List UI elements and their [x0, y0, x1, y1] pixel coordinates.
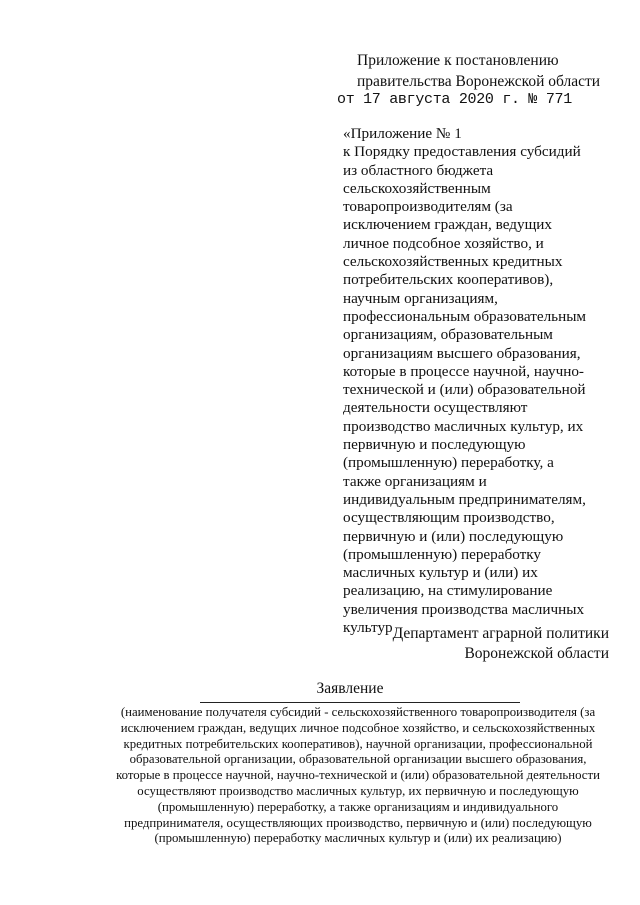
applicant-name-blank-line [200, 702, 520, 703]
caption-line: образовательной организации, образовательной организации высшего образования, [129, 752, 587, 767]
appendix-line: профессиональным образовательным [343, 307, 587, 325]
appendix-line: товаропроизводителям (за [343, 198, 513, 216]
appendix-line: первичную и (или) последующую [343, 527, 564, 545]
department-line: Департамент аграрной политики [392, 625, 609, 642]
caption-line: предпринимателя, осуществляющих производство, первичную и (или) последующую [124, 815, 592, 830]
caption-line: (промышленную) переработку, а также организациям и индивидуального [157, 799, 559, 814]
appendix-line: культур [343, 619, 393, 637]
appendix-line: (промышленную) переработку, а [343, 454, 554, 472]
appendix-line: «Приложение № 1 [343, 125, 462, 142]
appendix-line: также организациям и [343, 472, 487, 490]
appendix-line: научным организациям, [343, 289, 498, 307]
appendix-line: первичную и последующую [343, 436, 526, 454]
appendix-line: осуществляющим производство, [343, 509, 555, 527]
appendix-line: деятельности осуществляют [343, 399, 528, 417]
appendix-line: индивидуальным предпринимателям, [343, 490, 586, 508]
addressee-department [393, 624, 609, 663]
appendix-line: сельскохозяйственным [343, 179, 491, 197]
appendix-line: исключением граждан, ведущих [343, 216, 552, 234]
appendix-line: производство масличных культур, их [343, 417, 584, 435]
caption-line: кредитных потребительских кооперативов), научной организации, профессиональной [123, 736, 593, 751]
header-line: Приложение к постановлению [357, 52, 559, 69]
caption-line: (наименование получателя субсидий - сельскохозяйственного товаропроизводителя (за [120, 705, 596, 719]
appendix-line: из областного бюджета [343, 161, 494, 179]
appendix-line: которые в процессе научной, научно- [343, 362, 584, 380]
resolution-header [357, 50, 627, 92]
statement-title: Заявление [316, 680, 384, 697]
appendix-line: сельскохозяйственных кредитных [343, 253, 563, 271]
caption-line: исключением граждан, ведущих личное подсобное хозяйство, и сельскохозяйственных [120, 720, 596, 735]
caption-line: осуществляют производство масличных культур, их первичную и последующую [137, 783, 579, 798]
applicant-name-caption [108, 705, 608, 847]
decree-date-number: от 17 августа 2020 г. № 771 [337, 91, 572, 108]
appendix-line: организациям, образовательным [343, 326, 553, 344]
appendix-line: масличных культур и (или) их [343, 564, 538, 582]
appendix-line: потребительских кооперативов), [343, 271, 554, 289]
appendix-line: технической и (или) образовательной [343, 381, 586, 399]
department-line: Воронежской области [464, 644, 609, 662]
appendix-line: реализацию, на стимулирование [343, 582, 553, 600]
appendix-heading [343, 125, 633, 637]
appendix-line: (промышленную) переработку [343, 545, 542, 563]
caption-line: (промышленную) переработку масличных культур и (или) их реализацию) [154, 831, 562, 846]
appendix-line: увеличения производства масличных [343, 600, 585, 618]
header-line: правительства Воронежской области [357, 73, 601, 90]
appendix-line: организациям высшего образования, [343, 344, 581, 362]
caption-line: которые в процессе научной, научно-технической и (или) образовательной деятельности [116, 768, 600, 783]
appendix-line: к Порядку предоставления субсидий [343, 143, 581, 161]
appendix-line: личное подсобное хозяйство, и [343, 234, 544, 252]
